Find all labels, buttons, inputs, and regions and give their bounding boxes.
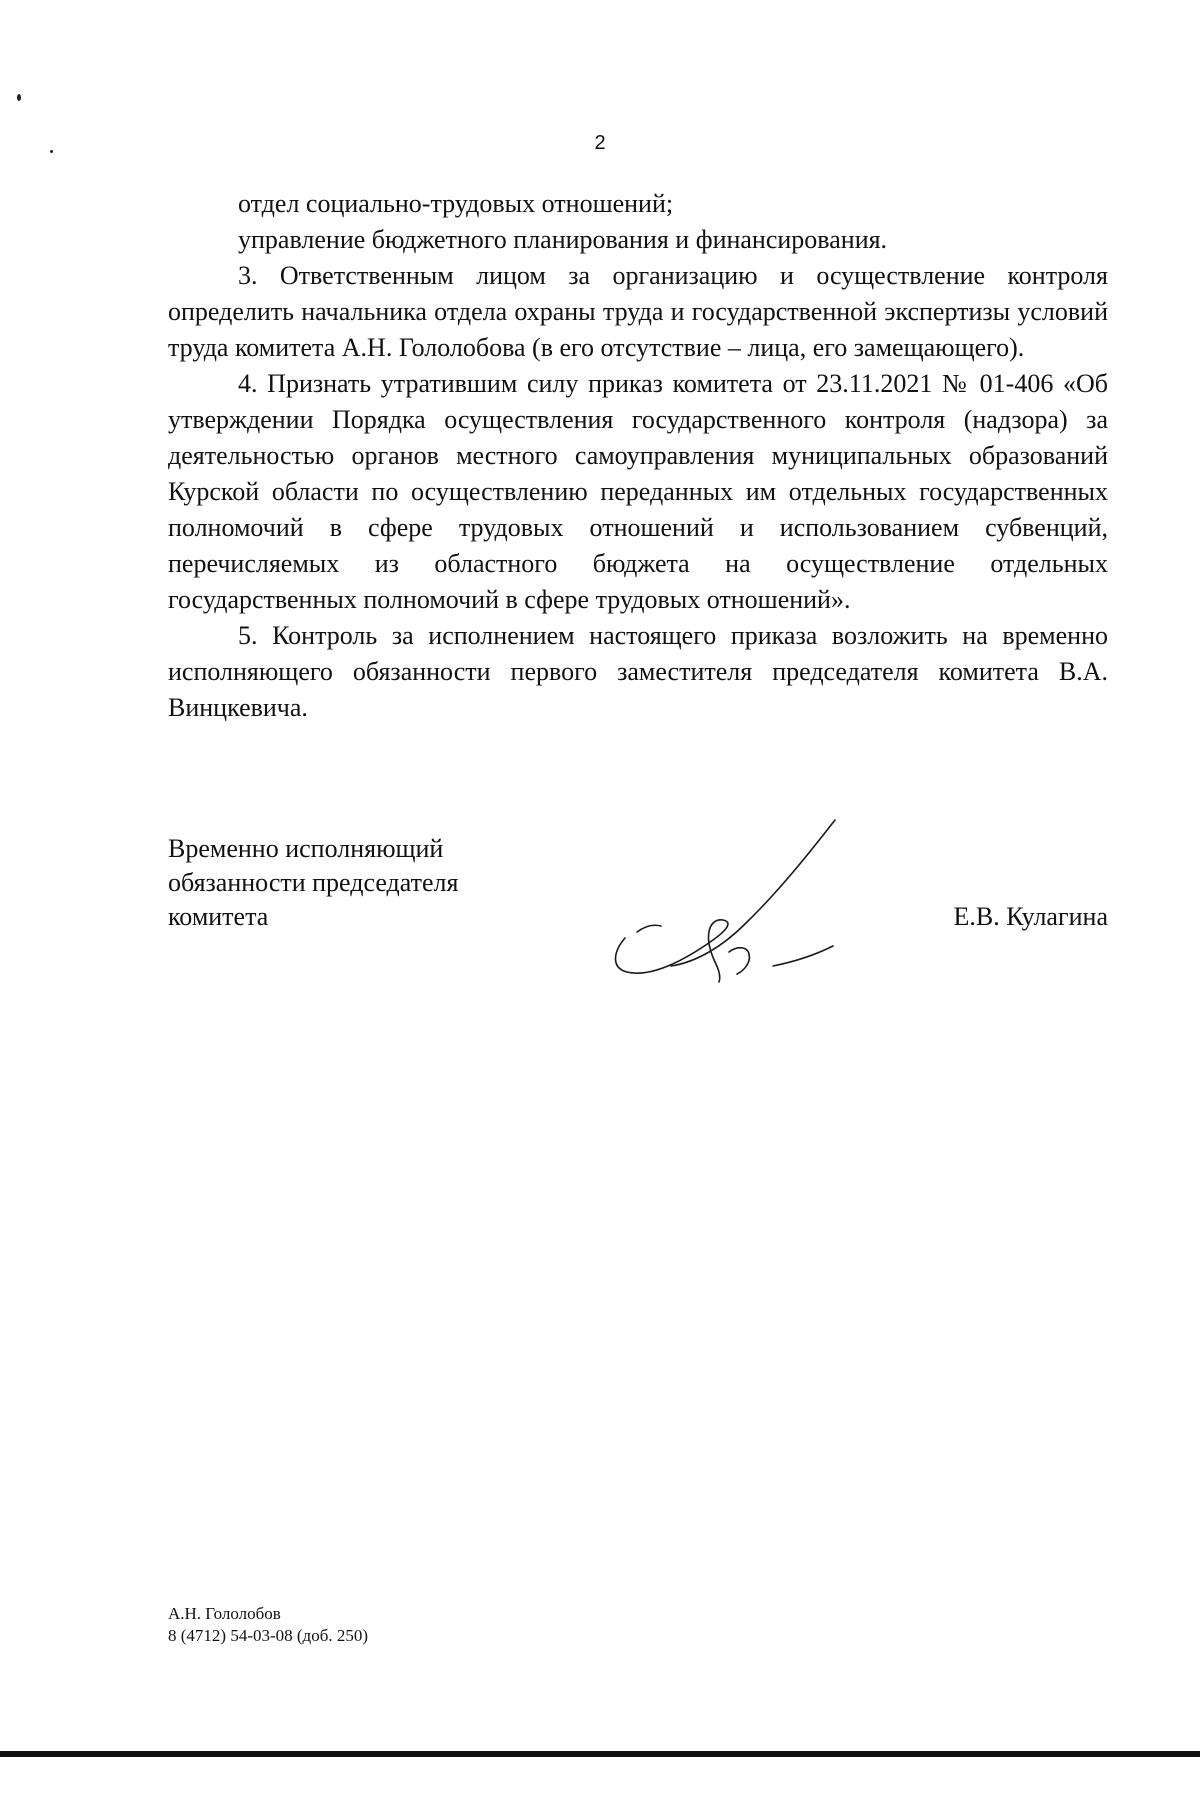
- executor-phone: 8 (4712) 54-03-08 (доб. 250): [168, 1626, 369, 1645]
- clause-3: 3. Ответственным лицом за организацию и осуществление контроля определить начальника отдела охраны труда и государственной экспертизы условий труда комитета А.Н. Гололобова (в его отсутствие – лица, его замещающего).: [168, 261, 1108, 362]
- clause-5: 5. Контроль за исполнением настоящего приказа возложить на временно исполняющего обязанности первого заместителя председателя комитета В.А. Винцкевича.: [168, 621, 1108, 722]
- page-bottom-rule: [0, 1751, 1200, 1757]
- page-number: 2: [594, 132, 606, 154]
- executor-info: [168, 1603, 368, 1647]
- list-item-department: отдел социально-трудовых отношений;: [238, 189, 674, 218]
- signatory-title: [168, 832, 528, 934]
- document-body: [168, 186, 1108, 726]
- signatory-title-line: обязанности председателя: [168, 868, 459, 897]
- signatory-title-line: Временно исполняющий: [168, 834, 444, 863]
- executor-name: А.Н. Гололобов: [168, 1604, 281, 1623]
- scan-speck: [17, 94, 21, 101]
- clause-4: 4. Признать утратившим силу приказ комитета от 23.11.2021 № 01-406 «Об утверждении Порядка осуществления государственного контроля (надзора) за деятельностью органов местного самоуправления муниципальных образований Курской области по осуществлению переданных им отдельных государственных полномочий в сфере трудовых отношений и использованием субвенций, перечисляемых из областного бюджета на осуществление отдельных государственных полномочий в сфере трудовых отношений».: [168, 369, 1108, 614]
- handwritten-signature-icon: [605, 812, 845, 987]
- signatory-title-line: комитета: [168, 902, 269, 931]
- signatory-name: Е.В. Кулагина: [953, 902, 1108, 931]
- list-item-budget-directorate: управление бюджетного планирования и финансирования.: [238, 225, 888, 254]
